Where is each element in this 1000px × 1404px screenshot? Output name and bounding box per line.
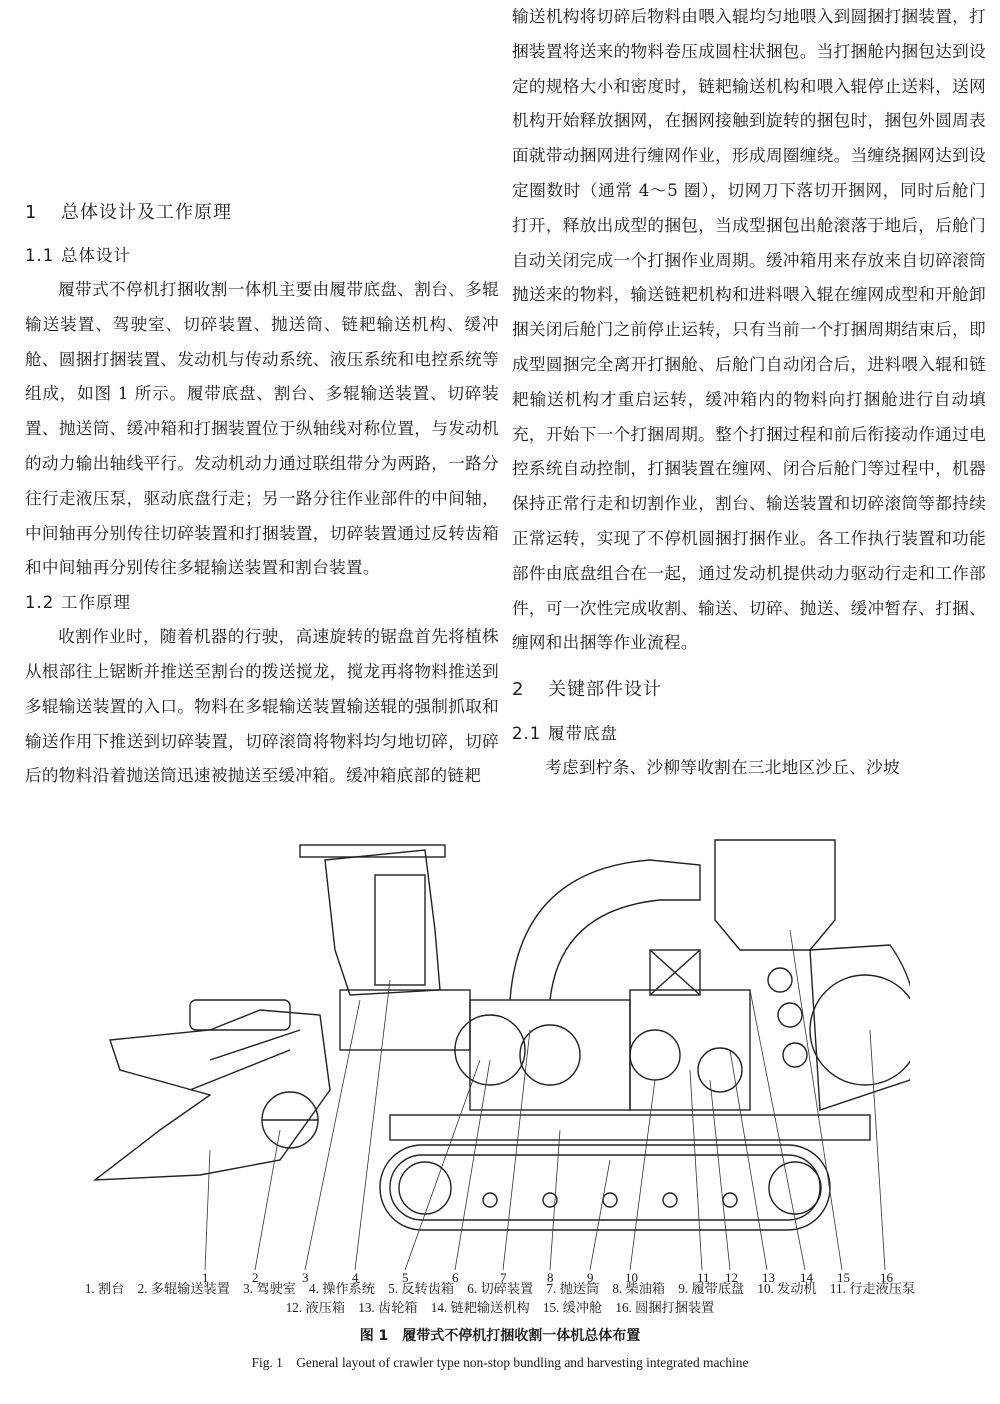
callout-8: 8 [547,1270,554,1285]
callout-15: 15 [837,1270,850,1285]
section-1-heading [25,196,499,230]
section-2-heading [512,673,986,707]
callout-5: 5 [402,1270,409,1285]
callout-4: 4 [352,1270,359,1285]
section-1-2-heading [25,586,499,620]
callout-9: 9 [587,1270,594,1285]
cab-outline [325,850,440,995]
callout-7: 7 [500,1270,507,1285]
section-1-number: 1 [25,202,38,223]
section-2-number: 2 [512,679,525,701]
callout-10: 10 [625,1270,638,1285]
paragraph-1-2: 收割作业时，随着机器的行驶，高速旋转的锯盘首先将植株从根部往上锯断并推送至割台的拨送搅龙，搅龙再将物料推送到多辊输送装置的入口。物料在多辊输送装置输送辊的强制抓取和输送作用下推送到切碎装置，切碎滚筒将物料均匀地切碎，切碎后的物料沿着抛送筒迅速被抛送至缓冲箱。缓冲箱底部的链耙 [25,627,499,786]
callout-3: 3 [302,1270,309,1285]
left-column [25,0,499,794]
paragraph-1-1: 履带式不停机打捆收割一体机主要由履带底盘、割台、多辊输送装置、驾驶室、切碎装置、抛送筒、链耙输送机构、缓冲舱、圆捆打捆装置、发动机与传动系统、液压系统和电控系统等组成，如图 1 所示。履带底盘、割台、多辊输送装置、切碎装置、抛送筒、缓冲箱和打捆装置位于纵轴线对称位置，与发动机的动力输出轴线平行。发动机动力通过联组带分为两路，一路分往行走液压泵，驱动底盘行走；另一路分往作业部件的中间轴，中间轴再分别传往切碎装置和打捆装置，切碎装置通过反转齿箱和中间轴再分别传往多辊输送装置和割台装置。 [25,280,499,578]
section-2-1-number: 2.1 [512,724,542,744]
figure-legend-line-2: 12. 液压箱 13. 齿轮箱 14. 链耙输送机构 15. 缓冲舱 16. 圆捆打捆装置 [285,1300,715,1315]
figure-caption-chinese: 图 1 履带式不停机打捆收割一体机总体布置 [359,1328,641,1344]
callout-12: 12 [725,1270,738,1285]
callout-11: 11 [697,1270,710,1285]
callout-1: 1 [202,1270,209,1285]
section-2-title: 关键部件设计 [548,679,662,701]
paragraph-2-1: 考虑到柠条、沙柳等收割在三北地区沙丘、沙坡 [545,758,900,778]
section-1-2-number: 1.2 [25,593,55,613]
section-2-1-title: 履带底盘 [548,724,618,744]
callout-16: 16 [880,1270,893,1285]
section-2-1-heading [512,717,986,751]
paragraph-continued: 输送机构将切碎后物料由喂入辊均匀地喂入到圆捆打捆装置，打捆装置将送来的物料卷压成圆柱状捆包。当打捆舱内捆包达到设定的规格大小和密度时，链耙输送机构和喂入辊停止送料，送网机构开始释放捆网，在捆网接触到旋转的捆包时，捆包外圆周表面就带动捆网进行缠网作业，形成周圈缠绕。当缠绕捆网达到设定圈数时（通常 4～5 圈），切网刀下落切开捆网，同时后舱门打开，释放出成型的捆包，当成型捆包出舱滚落于地后，后舱门自动关闭完成一个打捆作业周期。缓冲箱用来存放来自切碎滚筒抛送来的物料，输送链耙机构和进料喂入辊在缠网成型和开舱卸捆关闭后舱门之前停止运转，只有当前一个打捆周期结束后，即成型圆捆完全离开打捆舱、后舱门自动闭合后，进料喂入辊和链耙输送机构才重启运转，缓冲箱内的物料向打捆舱进行自动填充，开始下一个打捆周期。整个打捆过程和前后衔接动作通过电控系统自动控制，打捆装置在缠网、闭合后舱门等过程中，机器保持正常行走和切割作业，割台、输送装置和切碎滚筒等都持续正常运转，实现了不停机圆捆打捆作业。各工作执行装置和功能部件由底盘组合在一起，通过发动机提供动力驱动行走和工作部件，可一次性完成收割、输送、切碎、抛送、缓冲暂存、打捆、缠网和出捆等作业流程。 [512,7,986,653]
callout-2: 2 [252,1270,259,1285]
section-1-1-title: 总体设计 [61,246,131,265]
header-outline [95,1010,330,1180]
callout-14: 14 [800,1270,813,1285]
callout-13: 13 [762,1270,775,1285]
callout-6: 6 [452,1270,459,1285]
figure-legend-line-1: 1. 割台 2. 多辊输送装置 3. 驾驶室 4. 操作系统 5. 反转齿箱 6. 切碎装置 7. 抛送筒 8. 柴油箱 9. 履带底盘 10. 发动机 11. 行走液压泵 [84,1281,916,1296]
machine-layout-drawing [90,830,910,1270]
figure-caption-english: Fig. 1 General layout of crawler type non-stop bundling and harvesting integrated machine [251,1355,749,1370]
section-1-2-title: 工作原理 [61,593,131,613]
section-1-title: 总体设计及工作原理 [61,202,232,223]
section-1-1-heading [25,239,499,273]
section-1-1-number: 1.1 [25,246,55,265]
right-column [512,0,986,786]
